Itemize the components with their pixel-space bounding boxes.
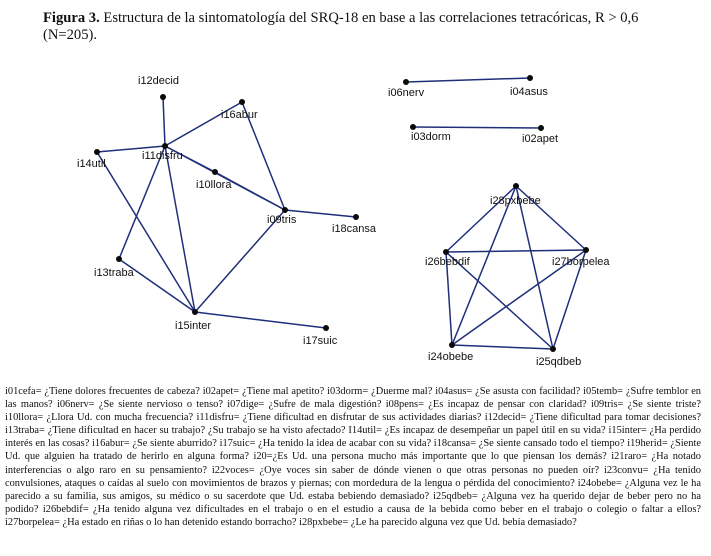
node-label-i09tris: i09tris xyxy=(267,214,297,226)
node-i09tris xyxy=(282,207,288,213)
node-label-i18cansa: i18cansa xyxy=(332,223,377,235)
node-i17suic xyxy=(323,325,329,331)
node-label-i27borpelea: i27borpelea xyxy=(552,256,610,268)
figure-caption-text: Estructura de la sintomatología del SRQ-18 en base a las correlaciones tetracóricas, R > 0,6 (N=205). xyxy=(43,10,639,43)
node-i02apet xyxy=(538,125,544,131)
node-i10llora xyxy=(212,169,218,175)
node-label-i13traba: i13traba xyxy=(94,267,134,279)
node-label-i14util: i14util xyxy=(77,158,106,170)
node-i11disfru xyxy=(162,143,168,149)
node-label-i11disfru: i11disfru xyxy=(142,150,183,162)
node-label-i03dorm: i03dorm xyxy=(411,131,451,143)
edges-layer xyxy=(97,78,586,349)
edge-i10llora-i09tris xyxy=(215,172,285,210)
edge-i06nerv-i04asus xyxy=(406,78,530,82)
node-i25qdbeb xyxy=(550,346,556,352)
node-label-i04asus: i04asus xyxy=(510,86,548,98)
node-i15inter xyxy=(192,309,198,315)
node-i06nerv xyxy=(403,79,409,85)
node-i28pxbebe xyxy=(513,183,519,189)
node-i12decid xyxy=(160,94,166,100)
node-label-i02apet: i02apet xyxy=(522,133,559,145)
node-label-i16abur: i16abur xyxy=(221,109,258,121)
node-label-i10llora: i10llora xyxy=(196,179,232,191)
node-i26bebdif xyxy=(443,249,449,255)
node-i18cansa xyxy=(353,214,359,220)
node-i13traba xyxy=(116,256,122,262)
node-i04asus xyxy=(527,75,533,81)
edge-i15inter-i17suic xyxy=(195,312,326,328)
node-label-i15inter: i15inter xyxy=(175,320,212,332)
node-label-i12decid: i12decid xyxy=(138,75,179,87)
node-label-i17suic: i17suic xyxy=(303,335,338,347)
node-i27borpelea xyxy=(583,247,589,253)
figure-label: Figura 3. xyxy=(43,10,100,26)
edge-i12decid-i11disfru xyxy=(163,97,165,146)
edge-i24obebe-i25qdbeb xyxy=(452,345,553,349)
node-i24obebe xyxy=(449,342,455,348)
node-label-i24obebe: i24obebe xyxy=(428,351,474,363)
item-legend: i01cefa= ¿Tiene dolores frecuentes de cabeza? i02apet= ¿Tiene mal apetito? i03dorm= ¿Duerme mal? i04asus= ¿Se asusta con facilidad? i05temb= ¿Sufre temblor en las manos? i06nerv= ¿Se siente nervioso o tenso? i07dige= ¿Sufre de mala digestión? i08pens= ¿Es incapaz de pensar con claridad? i09tris= ¿Se siente triste? i10llora= ¿Llora Ud. con mucha frecuencia? i11disfru= ¿Tiene dificultad en disfrutar de sus actividades diarias? i12decid= ¿Tiene dificultad para tomar decisiones? i13traba= ¿Tiene dificultad en hacer su trabajo? ¿Su trabajo se ha visto afectado? I14util= ¿Es incapaz de desempeñar un papel útil en su vida? i15inter= ¿Ha perdido interés en las cosas? i16abur= ¿Se siente aburrido? i17suic= ¿Ha tenido la idea de acabar con su vida? i18cansa= ¿Se siente cansado todo el tiempo? i19herid= ¿Siente Ud. que alguien ha tratado de herirlo en alguna forma? i20=¿Es Ud. una persona mucho más importante que lo que piensan los demás? i21raro= ¿Ha notado interferencias o algo raro en su pensamiento? i22voces= ¿Oye voces sin saber de dónde vienen o que otras personas no pueden oír? i23convu= ¿Ha tenido convulsiones, ataques o caídas al suelo con movimientos de brazos y piernas; con mordedura de la lengua o pérdida del conocimiento? i24obebe= ¿Alguna vez le ha parecido a su familia, sus amigos, su médico o su sacerdote que Ud. estaba bebiendo demasiado? i25qdbeb= ¿Alguna vez ha querido dejar de beber pero no ha podido? i26bebdif= ¿Ha tenido alguna vez dificultades en el trabajo o en el estudio a causa de la bebida como beber en el trabajo o colegio o faltar a ellos? i27borpelea= ¿Ha estado en riñas o lo han detenido estando borracho? i28pxbebe= ¿Le ha parecido alguna vez que Ud. bebía demasiado? xyxy=(5,386,701,528)
edge-i11disfru-i13traba xyxy=(119,146,165,259)
node-i14util xyxy=(94,149,100,155)
node-label-i26bebdif: i26bebdif xyxy=(425,256,470,268)
node-i03dorm xyxy=(410,124,416,130)
edge-i28pxbebe-i25qdbeb xyxy=(516,186,553,349)
edge-i26bebdif-i27borpelea xyxy=(446,250,586,252)
node-i16abur xyxy=(239,99,245,105)
node-label-i25qdbeb: i25qdbeb xyxy=(536,356,582,368)
node-label-i06nerv: i06nerv xyxy=(388,87,425,99)
node-label-i28pxbebe: i28pxbebe xyxy=(490,195,541,207)
nodes-layer xyxy=(77,75,610,368)
edge-i03dorm-i02apet xyxy=(413,127,541,128)
